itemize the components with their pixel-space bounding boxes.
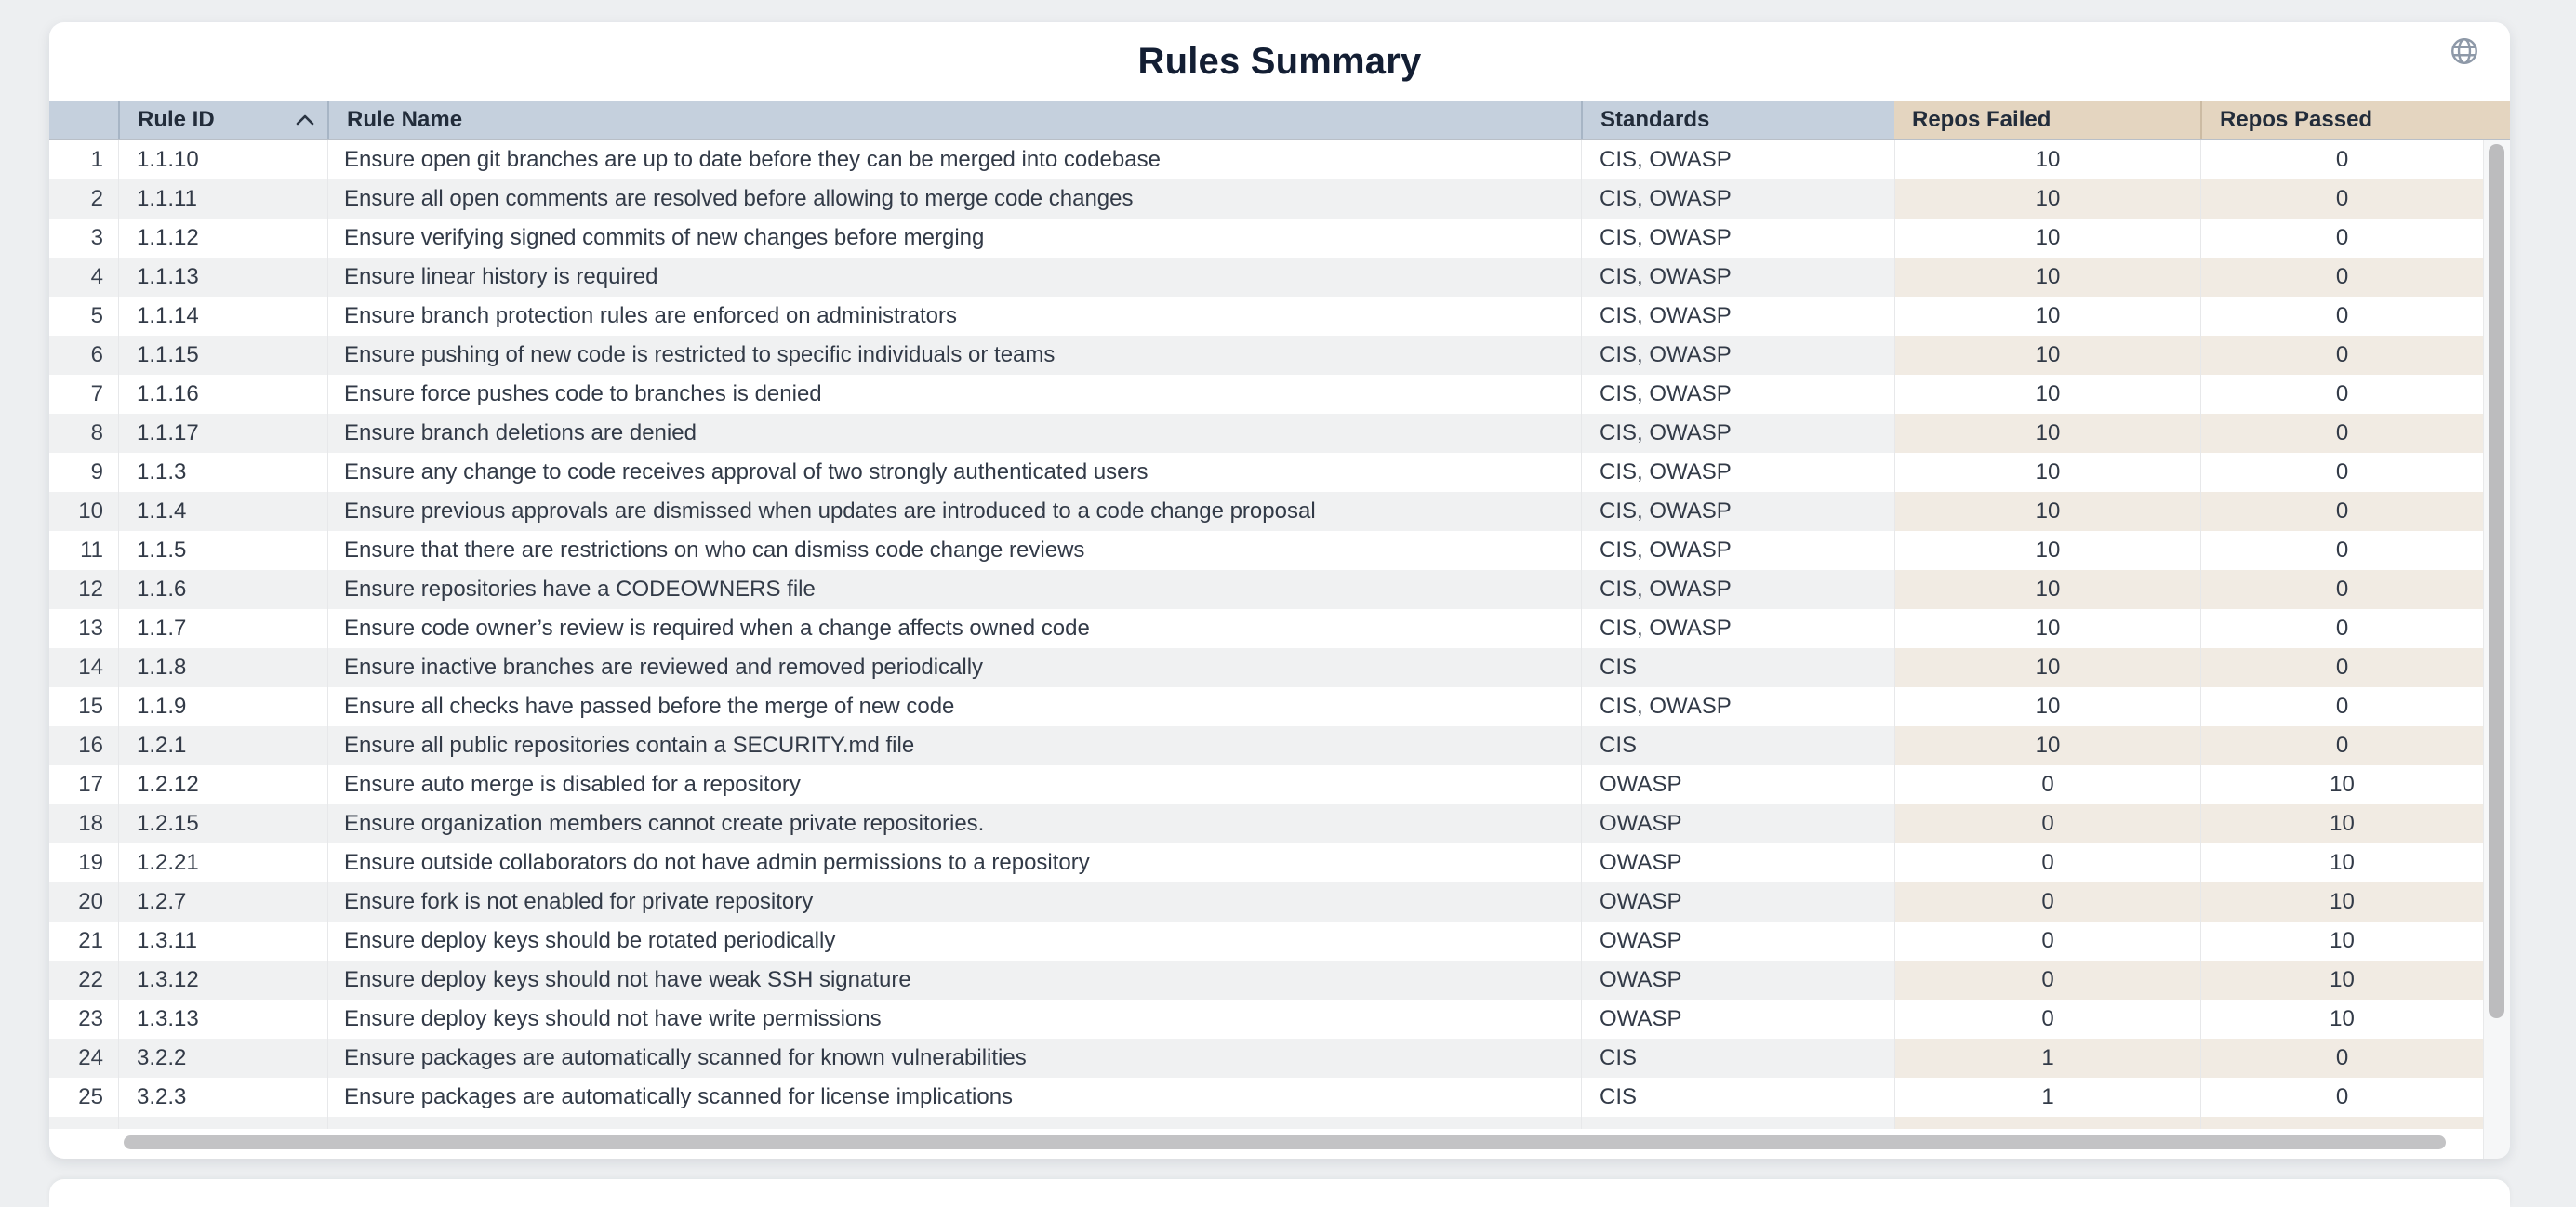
cell-repos-passed: 0 (2200, 1078, 2483, 1117)
table-row (49, 1078, 2510, 1117)
cell-standards: OWASP (1581, 882, 1894, 922)
table-row (49, 179, 2510, 219)
cell-repos-failed: 10 (1894, 219, 2200, 258)
cell-rule-id: 1.1.10 (118, 140, 327, 179)
cell-rule-name: Ensure code owner’s review is required when a change affects owned code (327, 609, 1581, 648)
cell-rule-name: Ensure outside collaborators do not have admin permissions to a repository (327, 843, 1581, 882)
vertical-scrollbar-track (2483, 140, 2510, 1159)
column-header-repos-passed[interactable]: Repos Passed (2200, 101, 2483, 139)
cell-rule-name: Ensure deploy keys should not have weak SSH signature (327, 961, 1581, 1000)
cell-row-number: 4 (49, 258, 118, 297)
cell-row-number: 15 (49, 687, 118, 726)
cell-rule-id: 1.1.4 (118, 492, 327, 531)
cell-rule-name: Ensure auto merge is disabled for a repository (327, 765, 1581, 804)
cell-standards: OWASP (1581, 922, 1894, 961)
cell-repos-failed: 10 (1894, 609, 2200, 648)
cell-row-number: 5 (49, 297, 118, 336)
cell-repos-passed: 0 (2200, 219, 2483, 258)
table-row (49, 375, 2510, 414)
cell-row-number: 23 (49, 1000, 118, 1039)
table-row (49, 648, 2510, 687)
cell-repos-passed: 10 (2200, 843, 2483, 882)
cell-repos-passed: 10 (2200, 882, 2483, 922)
cell-repos-failed: 10 (1894, 179, 2200, 219)
cell-rule-name: Ensure previous approvals are dismissed when updates are introduced to a code change proposal (327, 492, 1581, 531)
cell-rule-name: Ensure all open comments are resolved before allowing to merge code changes (327, 179, 1581, 219)
cell-rule-id: 1.1.16 (118, 375, 327, 414)
column-header-row-number (49, 101, 118, 139)
table-row (49, 882, 2510, 922)
next-card-top (49, 1179, 2510, 1207)
cell-standards: CIS (1581, 1078, 1894, 1117)
cell-repos-passed: 0 (2200, 1039, 2483, 1078)
cell-rule-id: 1.1.11 (118, 179, 327, 219)
cell-repos-failed: 10 (1894, 297, 2200, 336)
cell-row-number: 16 (49, 726, 118, 765)
cell-rule-id: 1.2.12 (118, 765, 327, 804)
cell-standards: CIS, OWASP (1581, 375, 1894, 414)
cell-standards: CIS, OWASP (1581, 531, 1894, 570)
cell-repos-passed: 10 (2200, 804, 2483, 843)
cell-repos-failed: 0 (1894, 1000, 2200, 1039)
cell-rule-id: 1.2.15 (118, 804, 327, 843)
cell-rule-name: Ensure all checks have passed before the merge of new code (327, 687, 1581, 726)
table-row (49, 219, 2510, 258)
table-row (49, 1000, 2510, 1039)
cell-rule-name: Ensure any change to code receives approval of two strongly authenticated users (327, 453, 1581, 492)
table-row-partial (49, 1117, 2510, 1129)
cell-row-number: 6 (49, 336, 118, 375)
cell-rule-name: Ensure all public repositories contain a SECURITY.md file (327, 726, 1581, 765)
cell-rule-id: 3.2.3 (118, 1078, 327, 1117)
cell-rule-id: 1.3.12 (118, 961, 327, 1000)
table-row (49, 570, 2510, 609)
vertical-scrollbar-thumb[interactable] (2489, 144, 2504, 1018)
cell-standards: CIS, OWASP (1581, 219, 1894, 258)
cell-repos-passed: 0 (2200, 258, 2483, 297)
cell-rule-id: 1.2.1 (118, 726, 327, 765)
cell-standards: CIS, OWASP (1581, 414, 1894, 453)
rules-table (49, 101, 2510, 1159)
table-row (49, 609, 2510, 648)
cell-rule-id: 1.2.7 (118, 882, 327, 922)
cell-repos-failed: 10 (1894, 414, 2200, 453)
cell-repos-failed: 10 (1894, 531, 2200, 570)
cell-repos-passed: 10 (2200, 765, 2483, 804)
cell-row-number: 22 (49, 961, 118, 1000)
cell-repos-failed: 10 (1894, 492, 2200, 531)
column-header-filler (2483, 101, 2510, 139)
cell-repos-passed: 0 (2200, 336, 2483, 375)
column-header-rule-id[interactable] (118, 101, 327, 139)
cell-repos-passed: 10 (2200, 961, 2483, 1000)
sort-ascending-icon (295, 113, 315, 126)
cell-standards: CIS, OWASP (1581, 179, 1894, 219)
cell-repos-passed: 0 (2200, 140, 2483, 179)
table-header (49, 101, 2510, 140)
cell-rule-id: 1.1.12 (118, 219, 327, 258)
cell-row-number: 21 (49, 922, 118, 961)
cell-rule-id: 1.1.13 (118, 258, 327, 297)
cell-rule-name: Ensure that there are restrictions on who can dismiss code change reviews (327, 531, 1581, 570)
cell-rule-name: Ensure deploy keys should not have write permissions (327, 1000, 1581, 1039)
table-row (49, 765, 2510, 804)
cell-repos-failed: 0 (1894, 765, 2200, 804)
horizontal-scrollbar-thumb[interactable] (124, 1135, 2446, 1149)
cell-rule-id: 1.1.15 (118, 336, 327, 375)
cell-rule-id: 1.1.5 (118, 531, 327, 570)
cell-row-number: 1 (49, 140, 118, 179)
card-title-bar (49, 22, 2510, 101)
cell-standards: OWASP (1581, 961, 1894, 1000)
cell-repos-passed: 10 (2200, 922, 2483, 961)
cell-rule-name: Ensure verifying signed commits of new changes before merging (327, 219, 1581, 258)
cell-repos-passed: 10 (2200, 1000, 2483, 1039)
cell-rule-id: 1.1.9 (118, 687, 327, 726)
cell-rule-name: Ensure deploy keys should be rotated periodically (327, 922, 1581, 961)
table-row (49, 804, 2510, 843)
cell-repos-failed: 0 (1894, 843, 2200, 882)
cell-repos-failed: 1 (1894, 1078, 2200, 1117)
cell-repos-passed: 0 (2200, 414, 2483, 453)
cell-rule-name: Ensure branch deletions are denied (327, 414, 1581, 453)
cell-repos-failed: 10 (1894, 570, 2200, 609)
cell-rule-name: Ensure organization members cannot create private repositories. (327, 804, 1581, 843)
cell-standards: CIS (1581, 648, 1894, 687)
cell-standards: OWASP (1581, 804, 1894, 843)
cell-standards: CIS, OWASP (1581, 297, 1894, 336)
cell-standards: CIS, OWASP (1581, 258, 1894, 297)
column-header-rule-name[interactable]: Rule Name (327, 101, 1581, 139)
cell-rule-name: Ensure repositories have a CODEOWNERS file (327, 570, 1581, 609)
cell-repos-failed: 10 (1894, 726, 2200, 765)
cell-row-number: 7 (49, 375, 118, 414)
table-row (49, 336, 2510, 375)
cell-repos-failed: 10 (1894, 648, 2200, 687)
table-row (49, 961, 2510, 1000)
cell-standards: CIS, OWASP (1581, 492, 1894, 531)
table-row (49, 258, 2510, 297)
cell-standards: OWASP (1581, 1000, 1894, 1039)
globe-icon-glyph (2449, 35, 2480, 67)
rules-summary-card (49, 22, 2510, 1159)
table-body (49, 140, 2510, 1117)
table-row (49, 1039, 2510, 1078)
cell-rule-name: Ensure open git branches are up to date before they can be merged into codebase (327, 140, 1581, 179)
cell-row-number: 20 (49, 882, 118, 922)
cell-rule-id: 1.1.14 (118, 297, 327, 336)
cell-repos-failed: 10 (1894, 258, 2200, 297)
cell-repos-passed: 0 (2200, 609, 2483, 648)
column-header-standards[interactable]: Standards (1581, 101, 1894, 139)
table-row (49, 492, 2510, 531)
cell-standards: CIS, OWASP (1581, 687, 1894, 726)
cell-row-number: 24 (49, 1039, 118, 1078)
cell-standards: CIS, OWASP (1581, 453, 1894, 492)
cell-repos-passed: 0 (2200, 531, 2483, 570)
cell-rule-name: Ensure force pushes code to branches is denied (327, 375, 1581, 414)
table-row (49, 726, 2510, 765)
table-row (49, 531, 2510, 570)
cell-row-number: 8 (49, 414, 118, 453)
cell-rule-id: 1.1.3 (118, 453, 327, 492)
cell-rule-id: 1.1.8 (118, 648, 327, 687)
cell-row-number: 17 (49, 765, 118, 804)
cell-row-number: 25 (49, 1078, 118, 1117)
cell-rule-name: Ensure fork is not enabled for private repository (327, 882, 1581, 922)
table-row (49, 922, 2510, 961)
cell-repos-passed: 0 (2200, 648, 2483, 687)
cell-rule-id: 1.1.17 (118, 414, 327, 453)
cell-repos-passed: 0 (2200, 492, 2483, 531)
cell-rule-id: 3.2.2 (118, 1039, 327, 1078)
cell-repos-failed: 10 (1894, 375, 2200, 414)
cell-repos-passed: 0 (2200, 726, 2483, 765)
cell-row-number: 19 (49, 843, 118, 882)
cell-standards: CIS (1581, 726, 1894, 765)
cell-rule-name: Ensure inactive branches are reviewed and removed periodically (327, 648, 1581, 687)
cell-rule-id: 1.3.13 (118, 1000, 327, 1039)
cell-rule-id: 1.1.6 (118, 570, 327, 609)
cell-row-number: 3 (49, 219, 118, 258)
cell-standards: CIS, OWASP (1581, 140, 1894, 179)
cell-repos-passed: 0 (2200, 453, 2483, 492)
cell-standards: OWASP (1581, 765, 1894, 804)
column-header-rule-id-label: Rule ID (138, 107, 215, 132)
cell-rule-name: Ensure packages are automatically scanned for known vulnerabilities (327, 1039, 1581, 1078)
cell-standards: CIS, OWASP (1581, 570, 1894, 609)
cell-repos-passed: 0 (2200, 375, 2483, 414)
cell-rule-id: 1.3.11 (118, 922, 327, 961)
table-row (49, 453, 2510, 492)
cell-repos-failed: 0 (1894, 961, 2200, 1000)
cell-row-number: 18 (49, 804, 118, 843)
cell-repos-failed: 0 (1894, 882, 2200, 922)
cell-rule-name: Ensure branch protection rules are enforced on administrators (327, 297, 1581, 336)
cell-repos-failed: 1 (1894, 1039, 2200, 1078)
globe-icon[interactable] (2448, 34, 2481, 68)
cell-row-number: 10 (49, 492, 118, 531)
column-header-repos-failed[interactable]: Repos Failed (1894, 101, 2200, 139)
cell-row-number: 13 (49, 609, 118, 648)
table-row (49, 140, 2510, 179)
cell-repos-passed: 0 (2200, 570, 2483, 609)
cell-repos-failed: 10 (1894, 687, 2200, 726)
cell-row-number: 9 (49, 453, 118, 492)
cell-repos-failed: 10 (1894, 453, 2200, 492)
table-row (49, 843, 2510, 882)
cell-repos-failed: 10 (1894, 336, 2200, 375)
table-row (49, 414, 2510, 453)
cell-standards: CIS, OWASP (1581, 609, 1894, 648)
cell-rule-name: Ensure packages are automatically scanned for license implications (327, 1078, 1581, 1117)
cell-repos-passed: 0 (2200, 179, 2483, 219)
cell-standards: CIS (1581, 1039, 1894, 1078)
cell-standards: OWASP (1581, 843, 1894, 882)
cell-rule-id: 1.2.21 (118, 843, 327, 882)
cell-row-number: 2 (49, 179, 118, 219)
cell-row-number: 12 (49, 570, 118, 609)
cell-repos-failed: 0 (1894, 922, 2200, 961)
cell-repos-passed: 0 (2200, 687, 2483, 726)
table-row (49, 297, 2510, 336)
cell-row-number: 11 (49, 531, 118, 570)
cell-repos-failed: 10 (1894, 140, 2200, 179)
cell-rule-id: 1.1.7 (118, 609, 327, 648)
cell-repos-failed: 0 (1894, 804, 2200, 843)
cell-standards: CIS, OWASP (1581, 336, 1894, 375)
cell-rule-name: Ensure pushing of new code is restricted to specific individuals or teams (327, 336, 1581, 375)
page-title: Rules Summary (1137, 41, 1422, 82)
cell-row-number: 14 (49, 648, 118, 687)
cell-repos-passed: 0 (2200, 297, 2483, 336)
cell-rule-name: Ensure linear history is required (327, 258, 1581, 297)
table-row (49, 687, 2510, 726)
